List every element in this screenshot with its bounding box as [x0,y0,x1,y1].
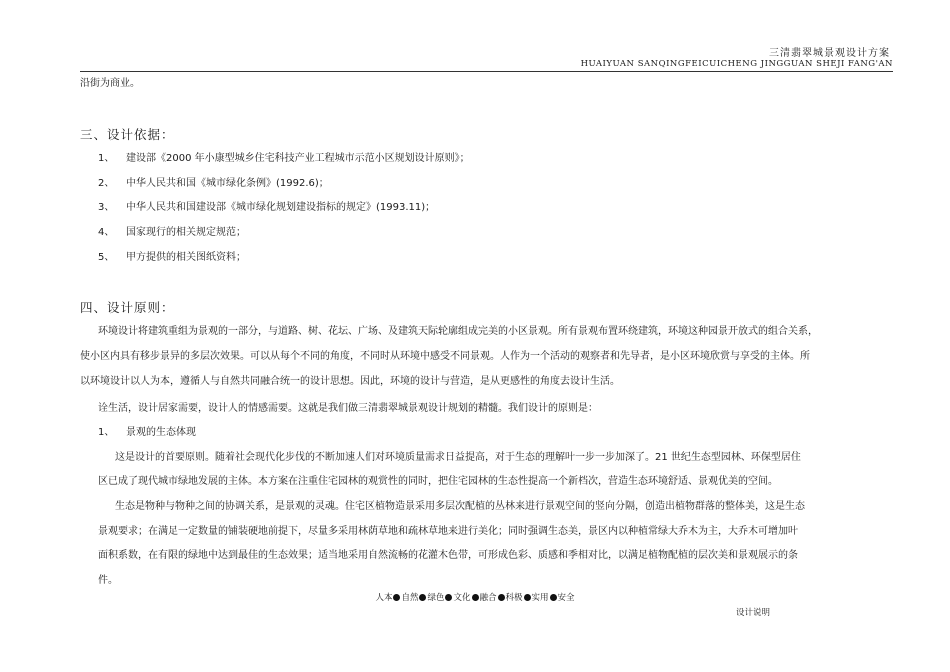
slogan-word: 文化 [453,593,471,603]
slogan-word: 绿色 [427,593,445,603]
footer-slogan [0,591,950,603]
paragraph-line: 件。 [98,575,118,586]
list-number: 5、 [98,252,115,263]
bullet-dot-icon [419,594,426,601]
paragraph-line: 这是设计的首要原则。随着社会现代化步伐的不断加速人们对环境质量需求日益提高，对于生态的理解叶一步一步加深了。21 世纪生态型园林、环保型居住 [115,452,801,463]
paragraph-line: 环境设计将建筑重组为景观的一部分，与道路、树、花坛、广场、及建筑天际轮廓组成完美的小区景观。所有景观布置环绕建筑，环境这种园景开放式的组合关系， [98,326,818,337]
slogan-word: 实用 [531,593,549,603]
header-title: 三清翡翠城景观设计方案 [769,48,890,59]
header-subtitle: HUAIYUAN SANQINGFEICUICHENG JINGGUAN SHEJI FANG'AN [580,59,893,69]
subsection-title: 景观的生态体现 [126,427,196,438]
list-number: 3、 [98,202,115,213]
list-text: 甲方提供的相关图纸资料； [126,252,246,263]
paragraph-line: 区已成了现代城市绿地发展的主体。本方案在注重住宅园林的观赏性的同时，把住宅园林的生态性提高一个新档次，营造生态环境舒适、景观优美的空间。 [98,476,778,487]
paragraph-line: 使小区内具有移步景异的多层次效果。可以从每个不同的角度，不同时从环境中感受不同景观。人作为一个活动的观察者和先导者，是小区环境欣赏与享受的主体。所 [80,351,810,362]
slogan-word: 自然 [401,593,419,603]
bullet-dot-icon [550,594,557,601]
list-text: 建设部《2000 年小康型城乡住宅科技产业工程城市示范小区规划设计原则》； [126,153,470,164]
section4-heading: 四、设计原则： [80,300,175,315]
intro-line: 沿街为商业。 [80,78,140,89]
paragraph-line: 景观要求；在满足一定数量的铺装硬地前提下，尽量多采用林荫草地和疏林草地来进行美化；同时强调生态美，景区内以种植常绿大乔木为主，大乔木可增加叶 [98,526,798,537]
list-text: 国家现行的相关规定规范； [126,227,246,238]
list-item [98,226,246,240]
list-text: 中华人民共和国建设部《城市绿化规划建设指标的规定》(1993.11)； [126,202,436,213]
paragraph-line: 生态是物种与物种之间的协调关系，是景观的灵魂。住宅区植物造景采用多层次配植的丛林来进行景观空间的竖向分隔，创造出植物群落的整体美，这是生态 [115,501,805,512]
list-text: 中华人民共和国《城市绿化条例》(1992.6)； [126,178,329,189]
bullet-dot-icon [498,594,505,601]
list-item [98,201,435,215]
slogan-word: 融合 [479,593,497,603]
paragraph-line: 以环境设计以人为本，遵循人与自然共同融合统一的设计思想。因此，环境的设计与营造，是从更感性的角度去设计生活。 [80,376,620,387]
list-number: 4、 [98,227,115,238]
list-item [98,177,329,191]
section3-heading: 三、设计依据： [80,127,175,142]
bullet-dot-icon [472,594,479,601]
paragraph-line: 诠生活，设计居家需要，设计人的情感需要。这就是我们做三清翡翠城景观设计规划的精髓。我们设计的原则是： [98,403,598,414]
list-number: 2、 [98,178,115,189]
slogan-word: 科极 [505,593,523,603]
subsection-heading [98,426,196,440]
subsection-number: 1、 [98,427,115,438]
paragraph-line: 面积系数，在有限的绿地中达到最佳的生态效果；适当地采用自然流畅的花灌木色带，可形成色彩、质感和季相对比，以满足植物配植的层次美和景观展示的条 [98,550,798,561]
header-divider [80,71,893,72]
list-item [98,251,246,265]
slogan-word: 人本 [375,593,393,603]
bullet-dot-icon [445,594,452,601]
bullet-dot-icon [524,594,531,601]
list-item [98,152,470,166]
footer-section-label: 设计说明 [736,608,771,618]
slogan-word: 安全 [557,593,575,603]
bullet-dot-icon [393,594,400,601]
list-number: 1、 [98,153,115,164]
